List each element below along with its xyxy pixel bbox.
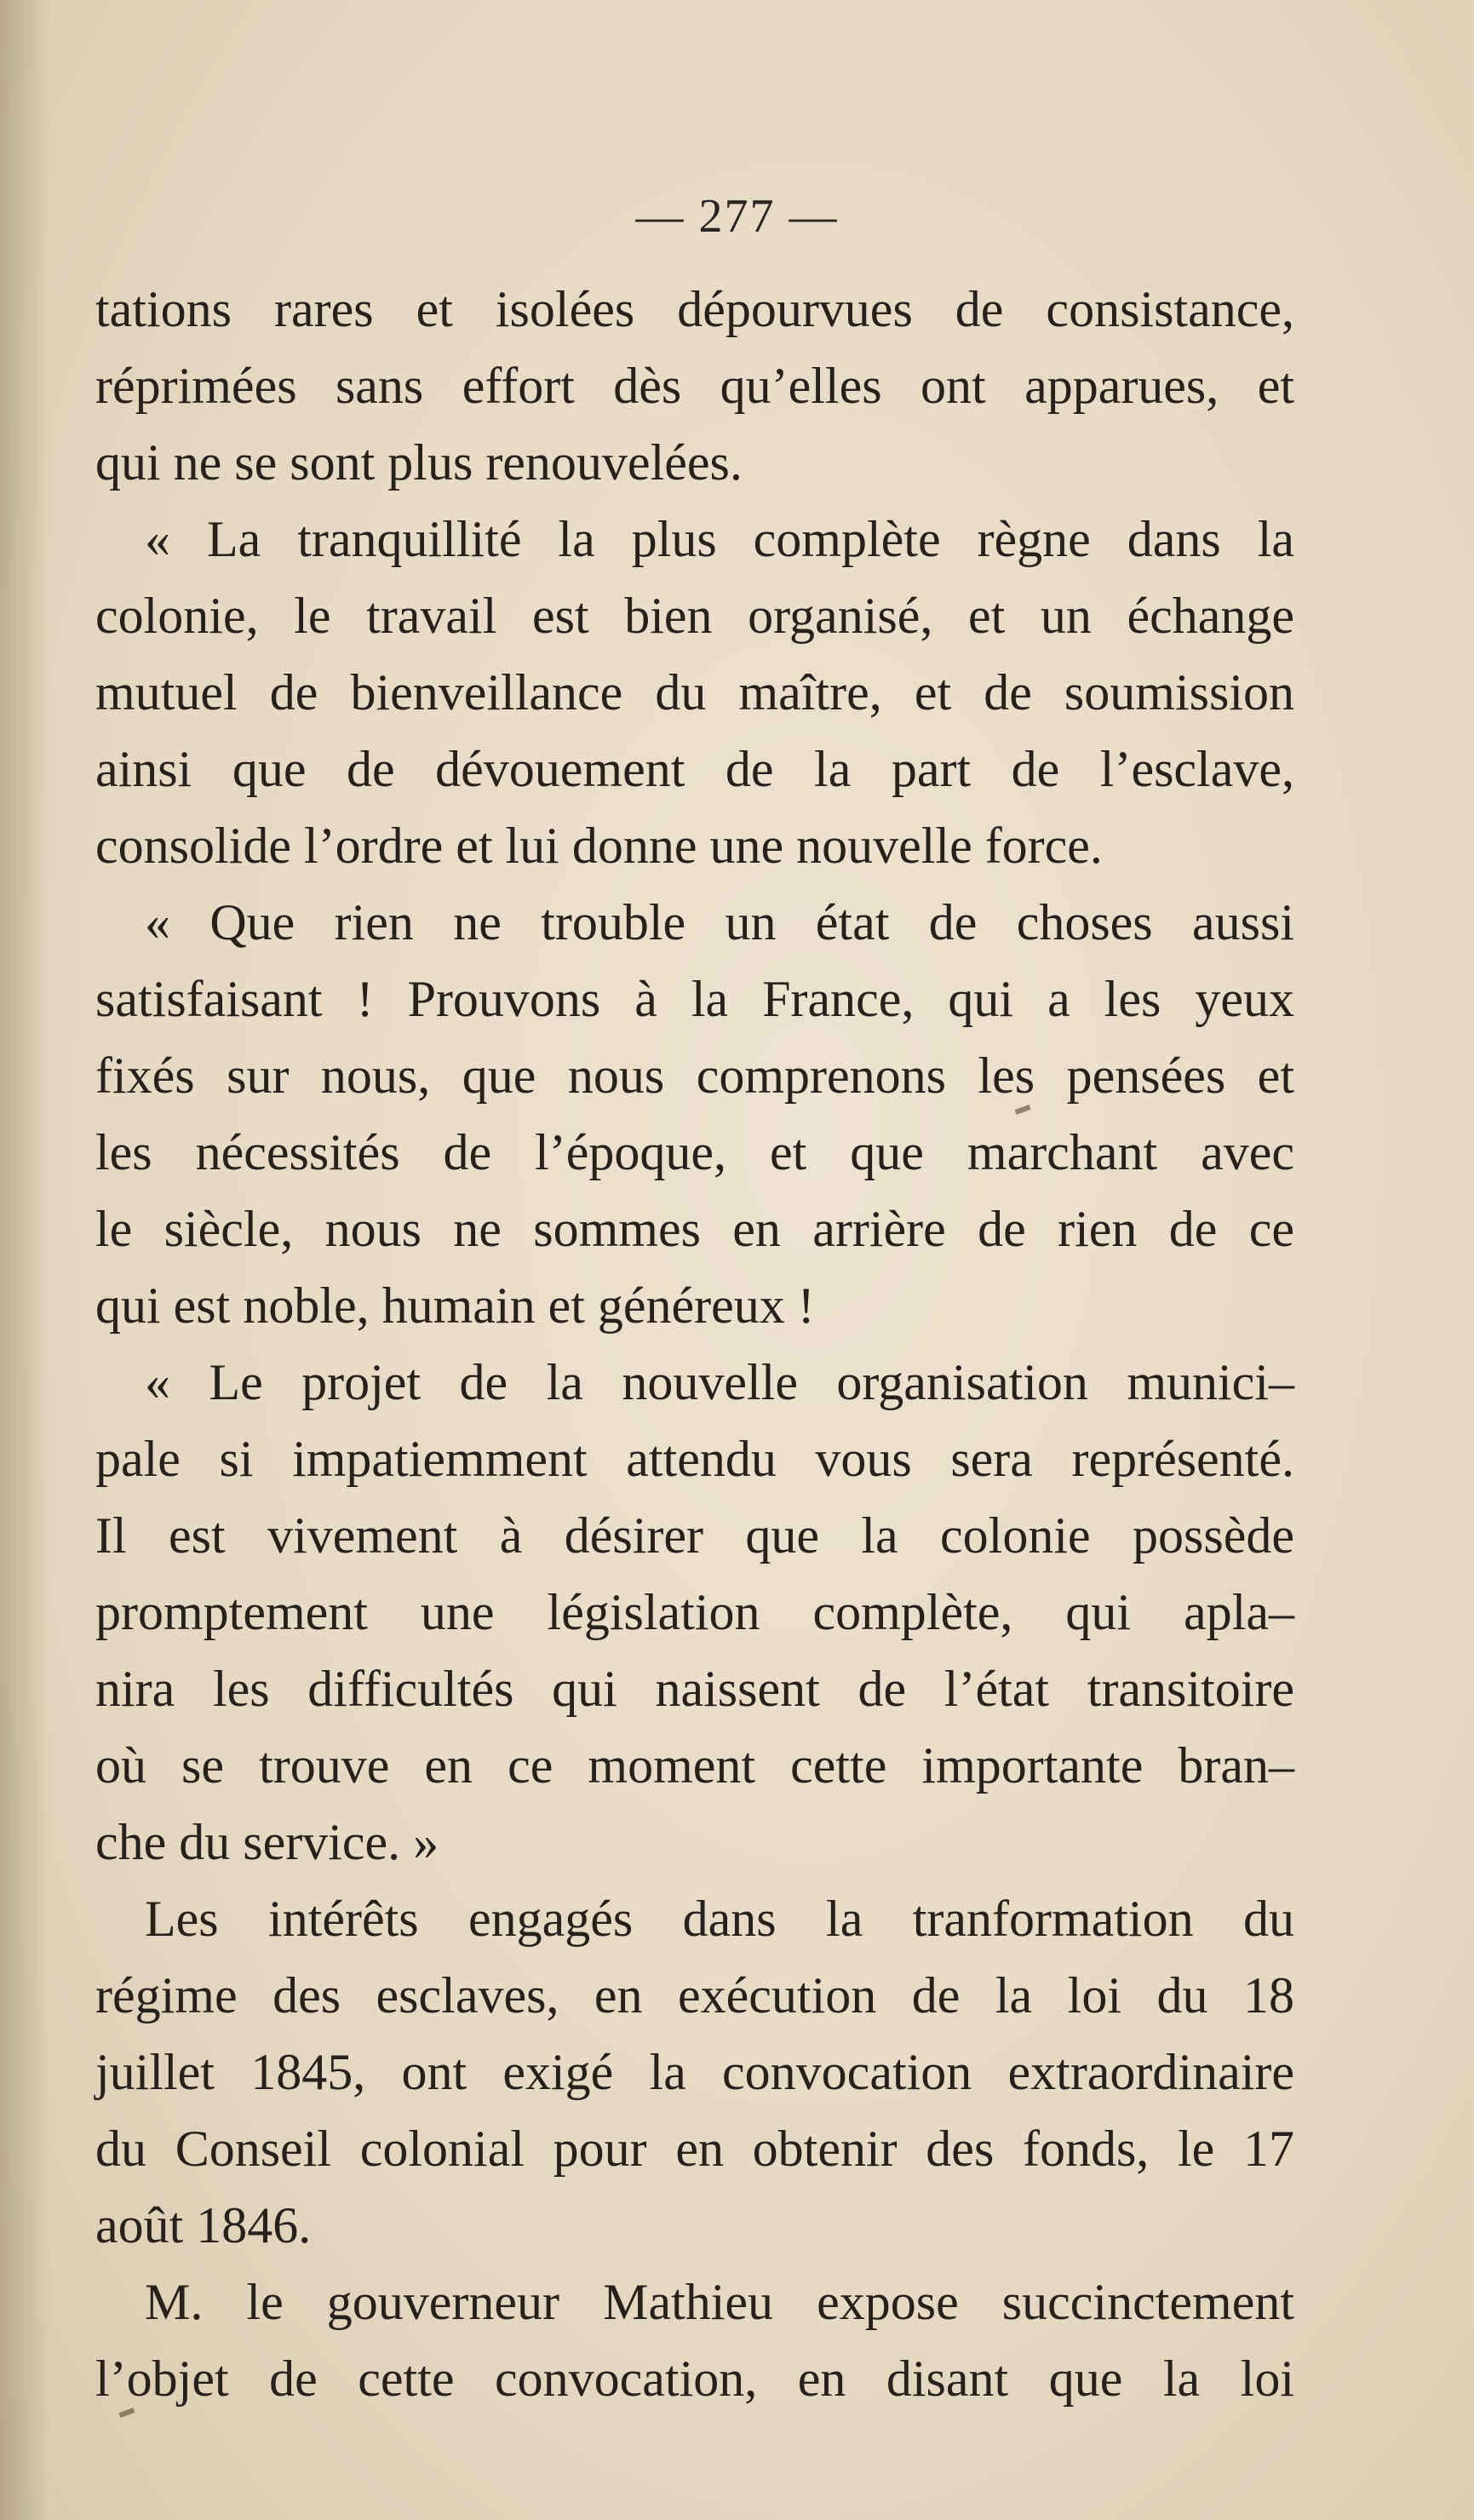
text-line: réprimées sans effort dès qu’elles ont apparues, et — [95, 358, 1294, 414]
text-line: « Le projet de la nouvelle organisation munici– — [145, 1354, 1294, 1410]
text-line: mutuel de bienveillance du maître, et de soumission — [95, 664, 1294, 720]
text-line: Les intérêts engagés dans la tranformation du — [145, 1891, 1294, 1947]
text-line: promptement une législation complète, qui apla– — [95, 1584, 1294, 1640]
text-line: où se trouve en ce moment cette importante bran– — [95, 1737, 1294, 1794]
text-line: satisfaisant ! Prouvons à la France, qui a les yeux — [95, 971, 1294, 1027]
text-line: che du service. » — [95, 1814, 439, 1870]
text-line: les nécessités de l’époque, et que marchant avec — [95, 1124, 1294, 1180]
text-line: « La tranquillité la plus complète règne dans la — [145, 511, 1294, 567]
text-line: août 1846. — [95, 2197, 312, 2253]
text-line: qui ne se sont plus renouvelées. — [95, 434, 743, 491]
text-line: M. le gouverneur Mathieu expose succinctement — [145, 2274, 1294, 2330]
text-line: juillet 1845, ont exigé la convocation extraordinaire — [95, 2044, 1294, 2100]
text-line: l’objet de cette convocation, en disant que la loi — [95, 2351, 1294, 2407]
text-line: « Que rien ne trouble un état de choses aussi — [145, 894, 1294, 950]
text-line: régime des esclaves, en exécution de la loi du 18 — [95, 1967, 1294, 2023]
text-line: qui est noble, humain et généreux ! — [95, 1277, 815, 1334]
text-line: du Conseil colonial pour en obtenir des fonds, le 17 — [95, 2121, 1294, 2177]
text-line: pale si impatiemment attendu vous sera représenté. — [95, 1431, 1294, 1487]
text-line: le siècle, nous ne sommes en arrière de rien de ce — [95, 1201, 1294, 1257]
text-line: colonie, le travail est bien organisé, et un échange — [95, 588, 1294, 644]
page-gutter-shadow — [0, 0, 51, 2520]
page-number: — 277 — — [635, 190, 839, 243]
text-line: tations rares et isolées dépourvues de consistance, — [95, 281, 1294, 337]
text-line: Il est vivement à désirer que la colonie possède — [95, 1507, 1294, 1564]
text-line: ainsi que de dévouement de la part de l’esclave, — [95, 741, 1294, 797]
body-text — [95, 271, 1294, 2417]
text-line: nira les difficultés qui naissent de l’état transitoire — [95, 1661, 1294, 1717]
text-line: consolide l’ordre et lui donne une nouvelle force. — [95, 818, 1103, 874]
text-line: fixés sur nous, que nous comprenons les pensées et — [95, 1048, 1294, 1104]
